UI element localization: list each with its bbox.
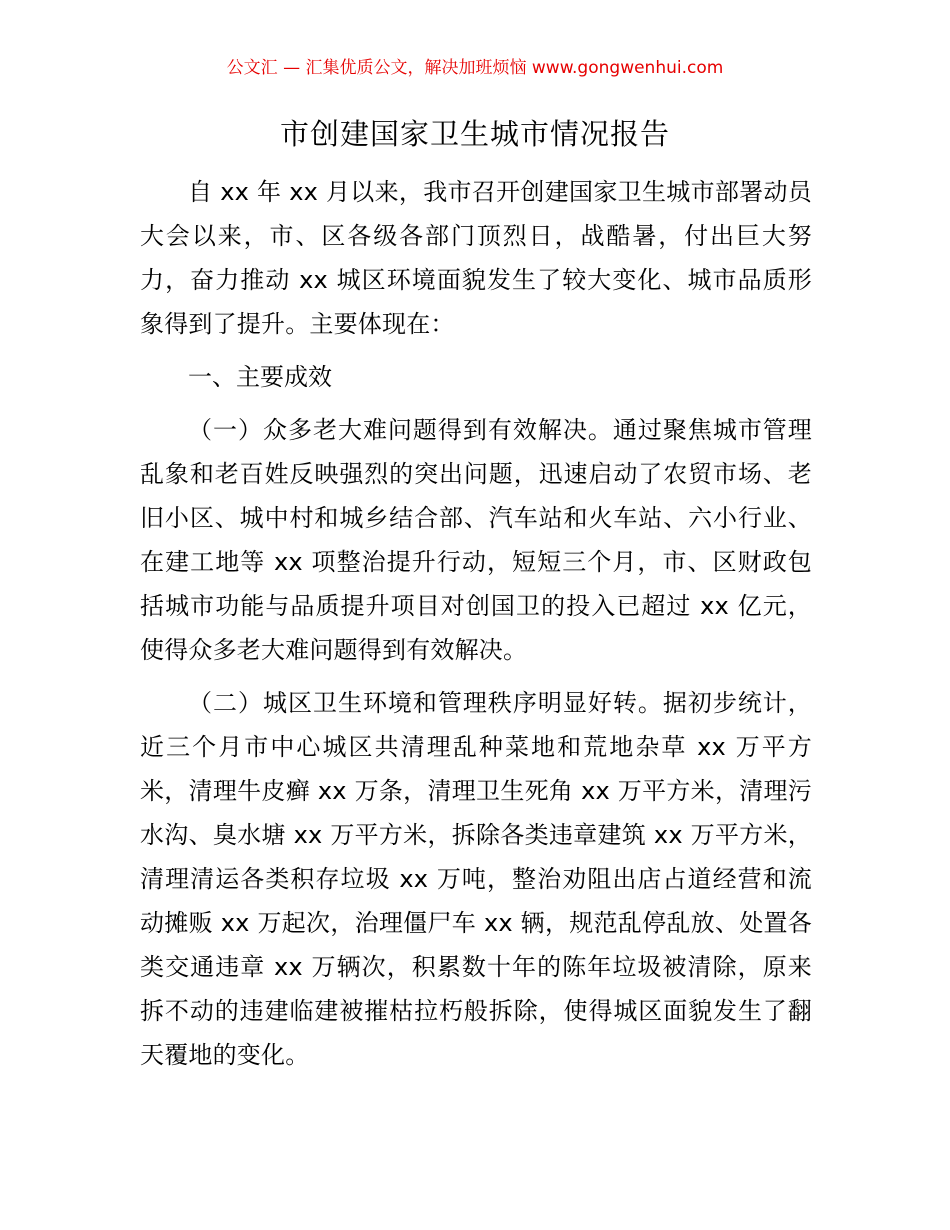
- section-heading-main-results: 一、主要成效: [188, 363, 332, 391]
- paragraph-environment-improved: （二）城区卫生环境和管理秩序明显好转。据初步统计，近三个月市中心城区共清理乱种菜地和荒地杂草 xx 万平方米，清理牛皮癣 xx 万条，清理卫生死角 xx 万平方米，清理污水沟、臭水塘 xx 万平方米，拆除各类违章建筑 xx 万平方米，清理清运各类积存垃圾 xx 万吨，整治劝阻出店占道经营和流动摊贩 xx 万起次，治理僵尸车 xx 辆，规范乱停乱放、处置各类交通违章 xx 万辆次，积累数十年的陈年垃圾被清除，原来拆不动的违建临建被摧枯拉朽般拆除，使得城区面貌发生了翻天覆地的变化。: [140, 689, 812, 1069]
- intro-paragraph: 自 xx 年 xx 月以来，我市召开创建国家卫生城市部署动员大会以来，市、区各级各部门顶烈日，战酷暑，付出巨大努力，奋力推动 xx 城区环境面貌发生了较大变化、城市品质形象得到了提升。主要体现在：: [140, 178, 812, 338]
- document-title: 市创建国家卫生城市情况报告: [279, 117, 670, 151]
- document-body: [140, 170, 812, 1077]
- paragraph-problems-solved: （一）众多老大难问题得到有效解决。通过聚焦城市管理乱象和老百姓反映强烈的突出问题，迅速启动了农贸市场、老旧小区、城中村和城乡结合部、汽车站和火车站、六小行业、在建工地等 xx 项整治提升行动，短短三个月，市、区财政包括城市功能与品质提升项目对创国卫的投入已超过 xx 亿元，使得众多老大难问题得到有效解决。: [140, 416, 812, 664]
- header-banner: 公文汇 — 汇集优质公文，解决加班烦恼 www.gongwenhui.com: [226, 58, 724, 78]
